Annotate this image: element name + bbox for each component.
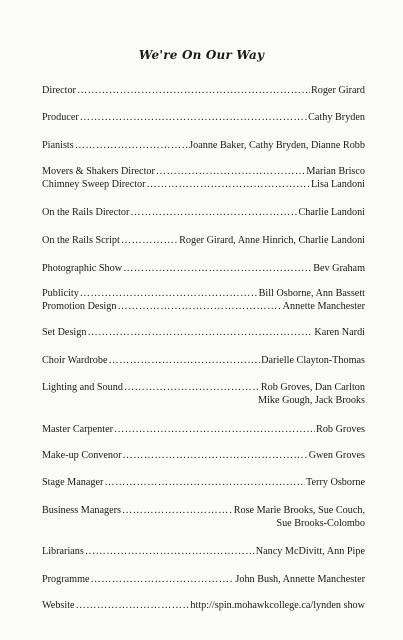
credit-line xyxy=(42,381,365,394)
credit-name: Marian Brisco xyxy=(306,166,365,177)
credit-role: Choir Wardrobe xyxy=(42,355,108,366)
credit-entry xyxy=(42,178,365,191)
credit-line xyxy=(42,573,365,586)
credit-role: On the Rails Script xyxy=(42,235,120,246)
credit-role: Pianists xyxy=(42,140,74,151)
dot-leader xyxy=(77,84,310,97)
credit-entry xyxy=(42,381,365,407)
credit-name: Joanne Baker, Cathy Bryden, Dianne Robb xyxy=(189,140,365,151)
credit-name: Rob Groves xyxy=(316,424,365,435)
credit-entry xyxy=(42,423,365,436)
dot-leader xyxy=(80,287,258,300)
credit-line xyxy=(42,178,365,191)
credit-role: Movers & Shakers Director xyxy=(42,166,155,177)
credit-name: Bev Graham xyxy=(313,263,365,274)
credit-name-continued: Sue Brooks-Colombo xyxy=(276,518,365,529)
credit-line xyxy=(42,545,365,558)
credit-entry xyxy=(42,84,365,97)
credit-name: Rob Groves, Dan Carlton xyxy=(260,382,365,393)
dot-leader xyxy=(156,165,306,178)
credit-role: Programme xyxy=(42,574,90,585)
credit-role: Librarians xyxy=(42,546,84,557)
credit-name-continued: Mike Gough, Jack Brooks xyxy=(258,395,365,406)
credit-role: Photographic Show xyxy=(42,263,123,274)
credit-line xyxy=(42,504,365,517)
credit-name: Roger Girard, Anne Hinrich, Charlie Landoni xyxy=(179,235,365,246)
credit-entry xyxy=(42,111,365,124)
credit-role: On the Rails Director xyxy=(42,207,130,218)
credit-name: Nancy McDivitt, Ann Pipe xyxy=(255,546,365,557)
credit-name: Cathy Bryden xyxy=(308,112,365,123)
page-title: We're On Our Way xyxy=(138,48,265,62)
credit-role: Set Design xyxy=(42,327,87,338)
credit-entry xyxy=(42,234,365,247)
credit-entry xyxy=(42,300,365,313)
credit-entry xyxy=(42,326,365,339)
credit-name: John Bush, Annette Manchester xyxy=(235,574,365,585)
credit-line xyxy=(42,206,365,219)
credit-line xyxy=(42,165,365,178)
credit-line xyxy=(42,111,365,124)
credit-name: Rose Marie Brooks, Sue Couch, xyxy=(233,505,365,516)
dot-leader xyxy=(87,326,313,339)
credit-line xyxy=(42,326,365,339)
credit-entry xyxy=(42,573,365,586)
credit-line xyxy=(42,476,365,489)
credit-role: Director xyxy=(42,85,76,96)
credit-line xyxy=(42,300,365,313)
credit-entry xyxy=(42,599,365,612)
dot-leader xyxy=(108,354,260,367)
credit-role: Make-up Convenor xyxy=(42,450,122,461)
credit-name: Terry Osborne xyxy=(306,477,365,488)
dot-leader xyxy=(130,206,297,219)
dot-leader xyxy=(104,476,305,489)
dot-leader xyxy=(124,381,260,394)
credit-line xyxy=(42,423,365,436)
credit-name: Roger Girard xyxy=(310,85,365,96)
dot-leader xyxy=(122,504,233,517)
credit-name: http://spin.mohawkcollege.ca/lynden show xyxy=(190,600,365,611)
credit-entry xyxy=(42,476,365,489)
credit-role: Publicity xyxy=(42,288,79,299)
credit-name: Karen Nardi xyxy=(314,327,365,338)
credit-entry xyxy=(42,262,365,275)
credit-role: Producer xyxy=(42,112,79,123)
dot-leader xyxy=(123,449,308,462)
credit-role: Website xyxy=(42,600,75,611)
credit-entry xyxy=(42,139,365,152)
credit-entry xyxy=(42,165,365,178)
dot-leader xyxy=(75,139,188,152)
dot-leader xyxy=(76,599,190,612)
credit-name: Gwen Groves xyxy=(308,450,365,461)
credit-line xyxy=(42,449,365,462)
credit-name: Lisa Landoni xyxy=(310,179,365,190)
credit-entry xyxy=(42,545,365,558)
credit-role: Chimney Sweep Director xyxy=(42,179,146,190)
credit-name: Annette Manchester xyxy=(282,301,365,312)
credit-entry xyxy=(42,449,365,462)
credit-entry xyxy=(42,287,365,300)
credit-line xyxy=(42,287,365,300)
credit-name: Darielle Clayton-Thomas xyxy=(261,355,365,366)
dot-leader xyxy=(123,262,312,275)
credit-entry xyxy=(42,354,365,367)
dot-leader xyxy=(117,300,281,313)
credit-line xyxy=(42,84,365,97)
credit-role: Business Managers xyxy=(42,505,121,516)
credit-line xyxy=(42,262,365,275)
dot-leader xyxy=(121,234,178,247)
dot-leader xyxy=(91,573,235,586)
dot-leader xyxy=(114,423,315,436)
credit-role: Promotion Design xyxy=(42,301,117,312)
credit-line xyxy=(42,139,365,152)
credit-role: Master Carpenter xyxy=(42,424,113,435)
dot-leader xyxy=(85,545,255,558)
credit-entry xyxy=(42,206,365,219)
credit-line xyxy=(42,354,365,367)
credit-line xyxy=(42,234,365,247)
dot-leader xyxy=(147,178,310,191)
credit-role: Stage Manager xyxy=(42,477,104,488)
dot-leader xyxy=(80,111,307,124)
credit-entry xyxy=(42,504,365,530)
credit-role: Lighting and Sound xyxy=(42,382,123,393)
credit-name: Bill Osborne, Ann Bassett xyxy=(258,288,365,299)
credit-name: Charlie Landoni xyxy=(298,207,365,218)
credit-line xyxy=(42,599,365,612)
